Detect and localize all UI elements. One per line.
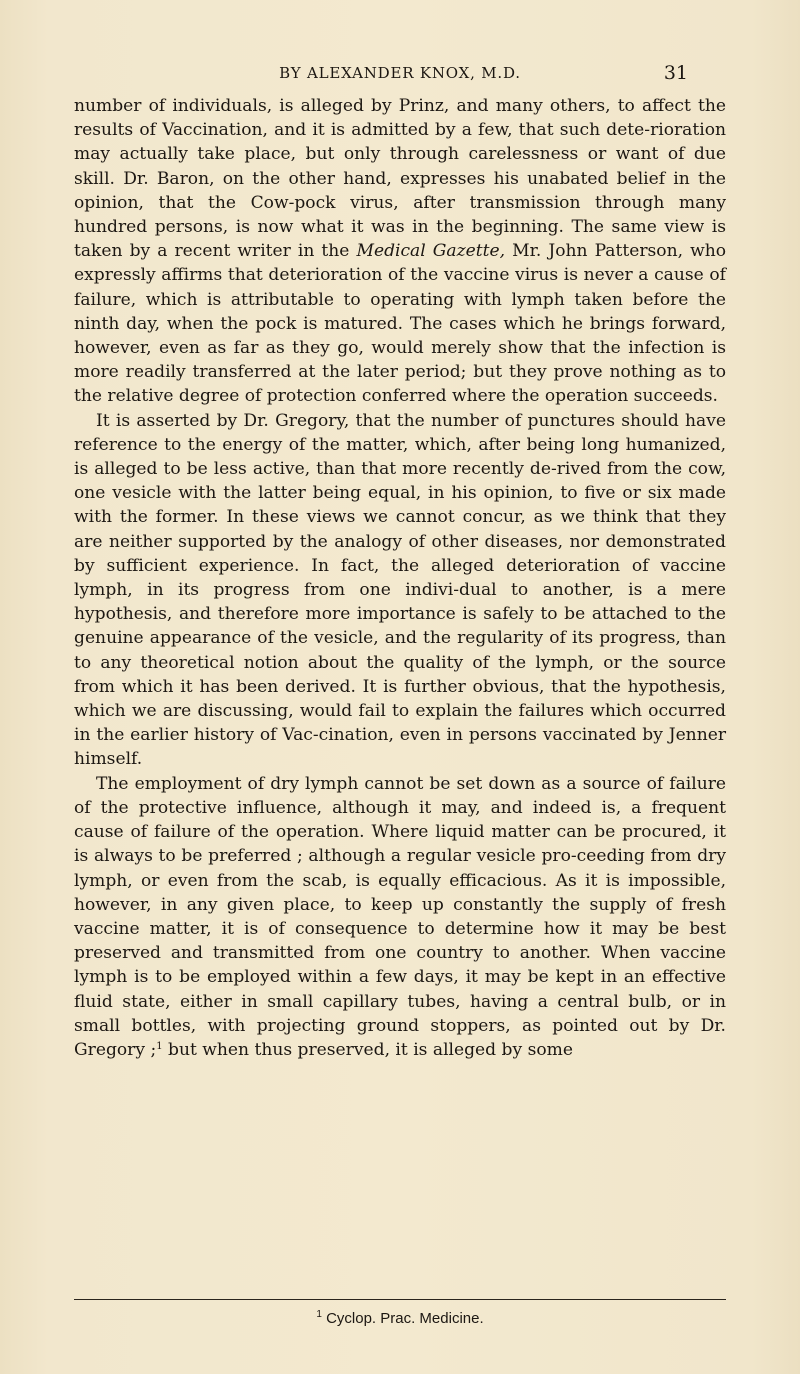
page-number: 31 bbox=[663, 62, 688, 84]
paragraph-1-text-a: number of individuals, is alleged by Prinz, and many others, to affect the results of Vaccination, and it is admitted by a few, that such dete-rioration may actually take place, but only through carelessness or want of due skill. Dr. Baron, on the other hand, expresses his unabated belief in the opinion, that the Cow-pock virus, after transmission through many hundred persons, is now what it was in the beginning. The same view is taken by a recent writer in the bbox=[74, 96, 726, 262]
paragraph-3-text-b: but when thus preserved, it is alleged by some bbox=[162, 1039, 573, 1060]
footnote-marker: 1 bbox=[316, 1309, 322, 1320]
body-text bbox=[74, 94, 726, 1062]
paragraph-1-text-b: Mr. John Patterson, who expressly affirms that deterioration of the vaccine virus is never a cause of failure, which is attributable to operating with lymph taken before the ninth day, when the pock is matured. The cases which he brings forward, however, even as far as they go, would merely show that the infection is more readily transferred at the later period; but they prove nothing as to the relative degree of protection conferred where the operation succeeds. bbox=[74, 241, 727, 407]
running-title: BY ALEXANDER KNOX, M.D. bbox=[279, 64, 521, 82]
paragraph-3-text-a: The employment of dry lymph cannot be set down as a source of failure of the protective influence, although it may, and indeed is, a frequent cause of failure of the operation. Where liquid matter can be procured, it is always to be preferred ; although a regular vesicle pro-ceeding from dry lymph, or even from the scab, is equally efficacious. As it is impossible, however, in any given place, to keep up constantly the supply of fresh vaccine matter, it is of consequence to determine how it may be best preserved and transmitted from one country to another. When vaccine lymph is to be employed within a few days, it may be kept in an effective fluid state, either in small capillary tubes, having a central bulb, or in small bottles, with projecting ground stoppers, as pointed out by Dr. Gregory ; bbox=[74, 773, 726, 1060]
footnote bbox=[0, 1310, 800, 1327]
footnote-text: Cyclop. Prac. Medicine. bbox=[321, 1310, 484, 1327]
footnote-reference: 1 bbox=[156, 1040, 163, 1052]
publication-title: Medical Gazette, bbox=[356, 241, 506, 262]
paragraph-3 bbox=[74, 772, 726, 1062]
paragraph-2: It is asserted by Dr. Gregory, that the number of punctures should have reference to the energy of the matter, which, after being long humanized, is alleged to be less active, than that more recently de-rived from the cow, one vesicle with the latter being equal, in his opinion, to five or six made with the former. In these views we cannot concur, as we think that they are neither supported by the analogy of other diseases, nor demonstrated by sufficient experience. In fact, the alleged deterioration of vaccine lymph, in its progress from one indivi-dual to another, is a mere hypothesis, and therefore more importance is safely to be attached to the genuine appearance of the vesicle, and the regularity of its progress, than to any theoretical notion about the quality of the lymph, or the source from which it has been derived. It is further obvious, that the hypothesis, which we are discussing, would fail to explain the failures which occurred in the earlier history of Vac-cination, even in persons vaccinated by Jenner himself. bbox=[74, 410, 726, 770]
paragraph-1 bbox=[74, 94, 726, 409]
footnote-rule bbox=[74, 1299, 726, 1300]
running-head bbox=[0, 64, 800, 92]
